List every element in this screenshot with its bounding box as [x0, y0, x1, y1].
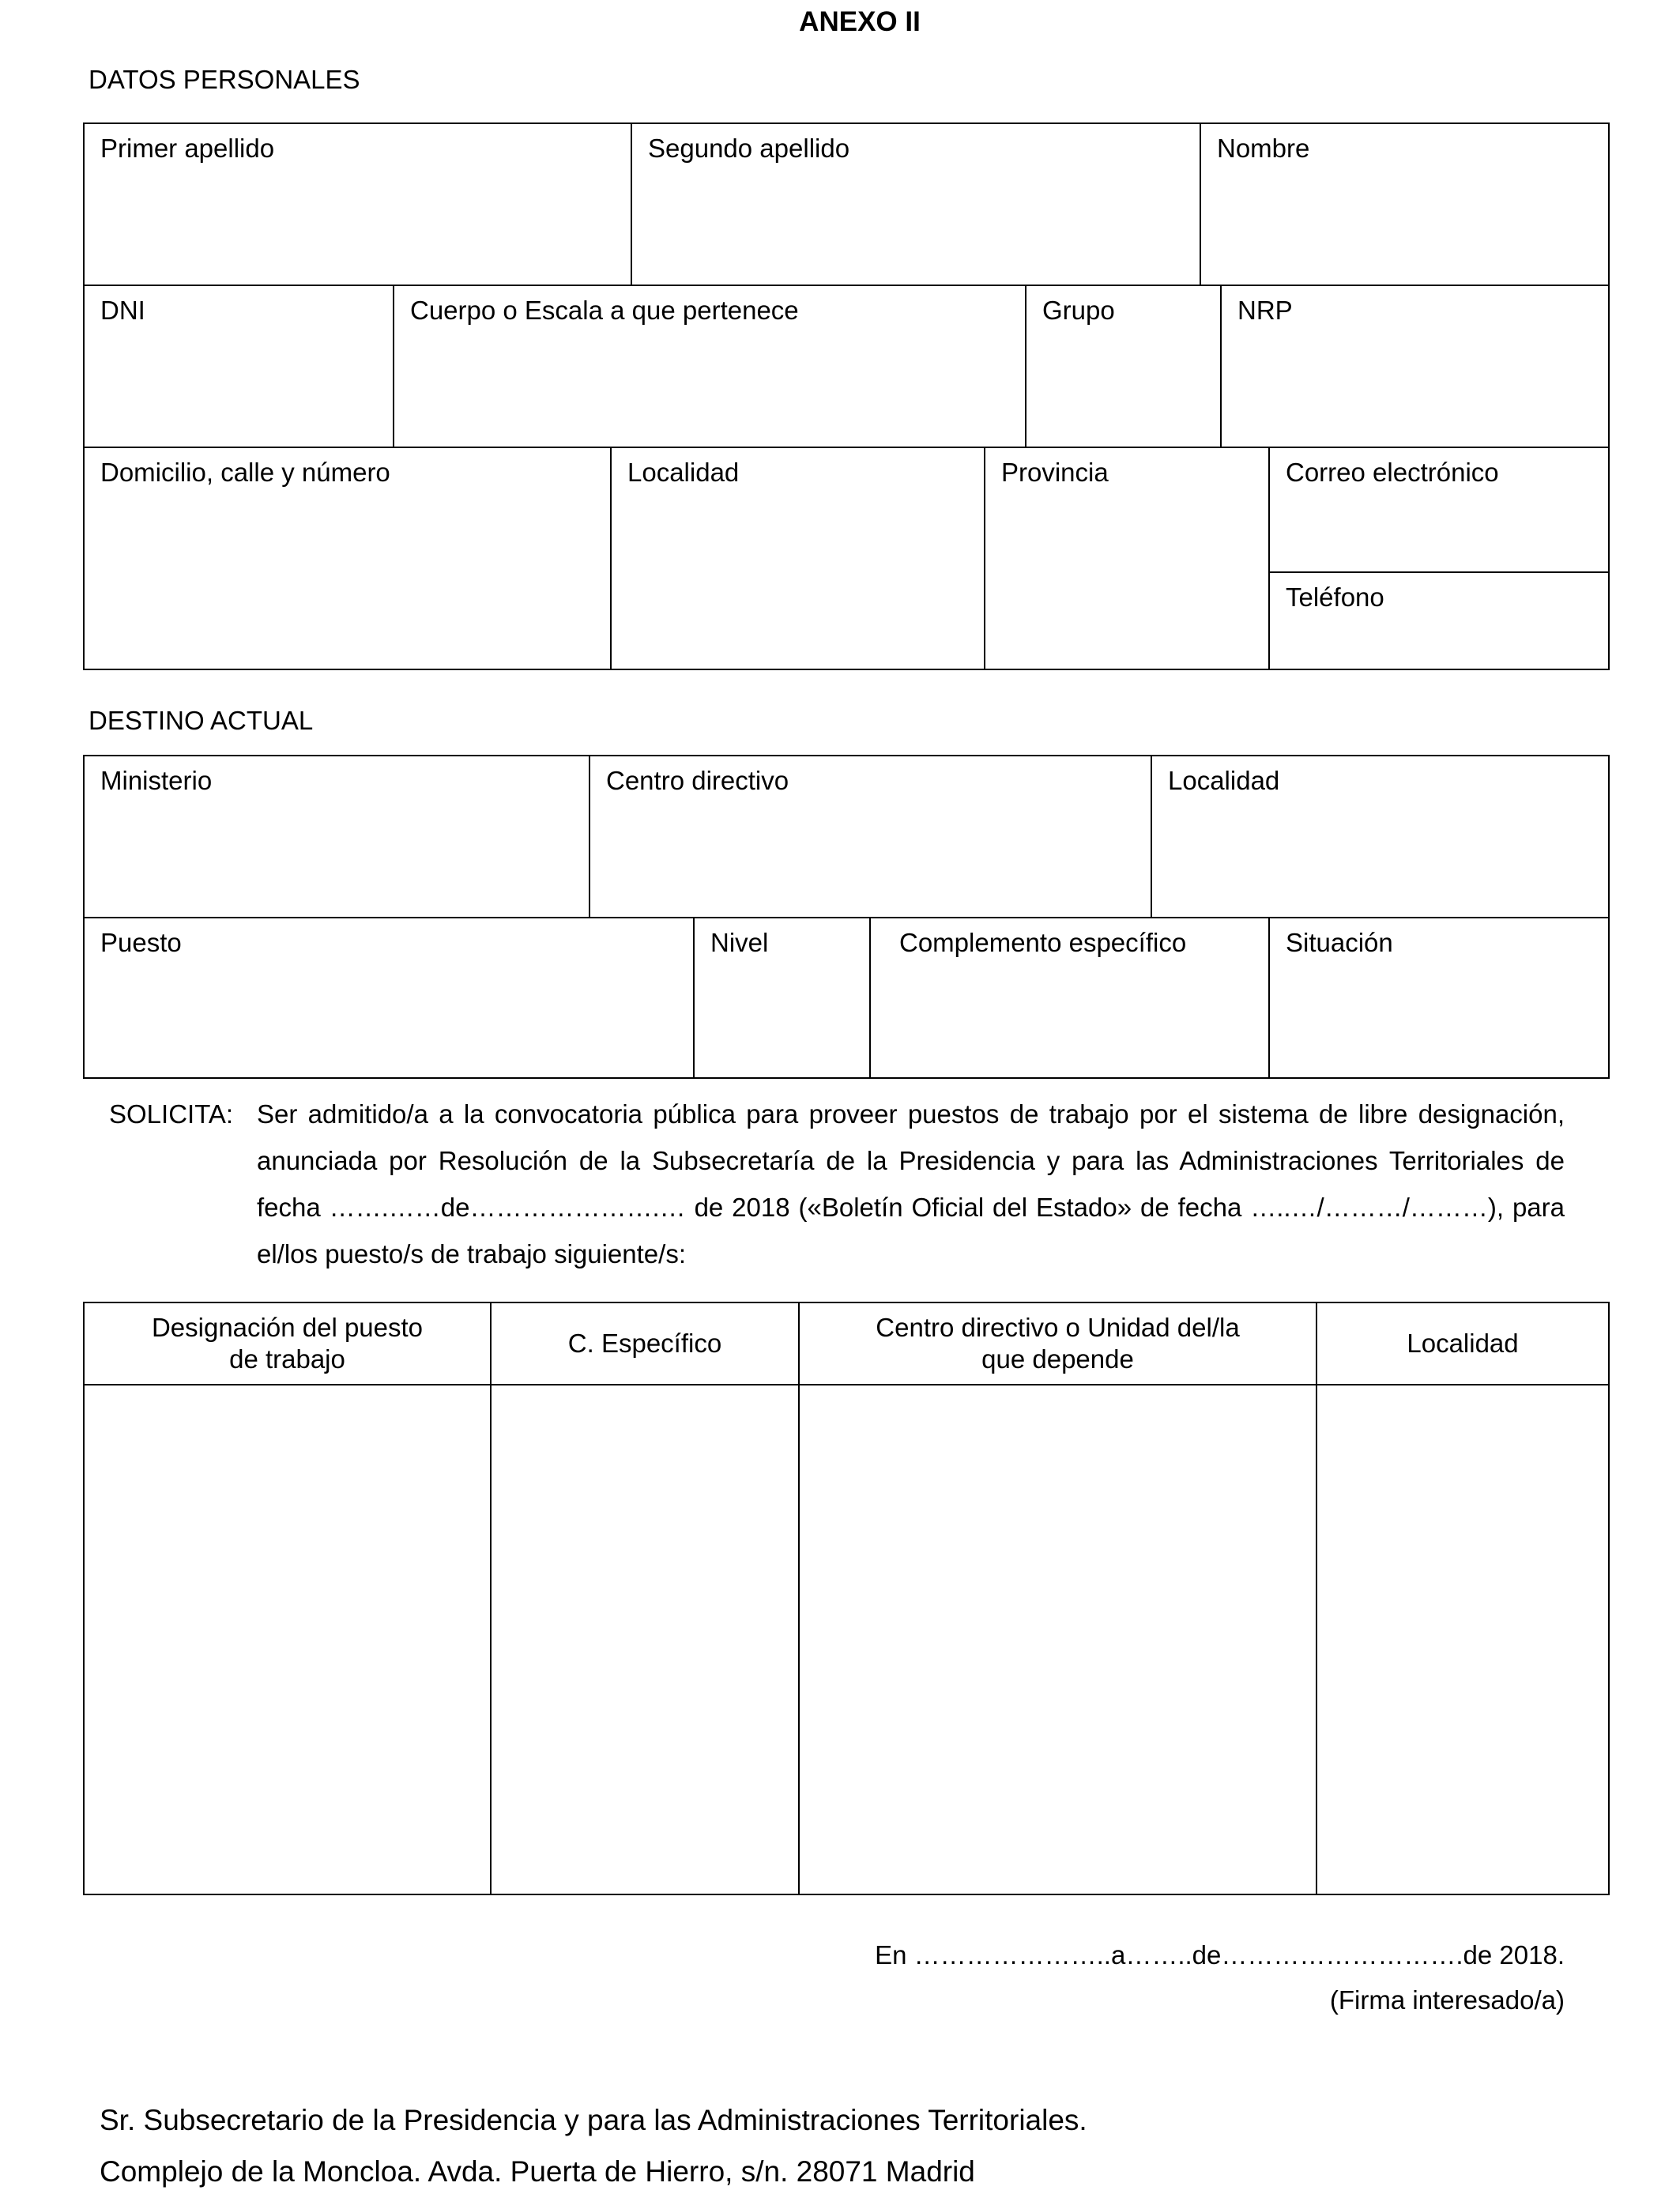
primer-apellido-field[interactable] [83, 123, 632, 286]
header-text [85, 1303, 490, 1384]
header-text: Localidad [1407, 1329, 1519, 1358]
solicita-label: SOLICITA: [109, 1099, 234, 1129]
fecha-line: En …………………..a……..de……………………….de 2018. [875, 1940, 1565, 1970]
field-label: Puesto [100, 928, 182, 957]
destino-localidad-field[interactable] [1151, 755, 1610, 918]
col-centro-header [798, 1302, 1317, 1385]
localidad-field[interactable] [610, 447, 985, 670]
centro-input-cell[interactable] [798, 1384, 1317, 1895]
page-title: ANEXO II [799, 6, 921, 37]
especifico-input-cell[interactable] [490, 1384, 800, 1895]
field-label: Localidad [1168, 766, 1280, 795]
ministerio-field[interactable] [83, 755, 590, 918]
field-label: Nivel [710, 928, 769, 957]
field-label: Localidad [627, 458, 740, 487]
header-line: Designación del puesto [151, 1313, 424, 1342]
destinatario-line: Sr. Subsecretario de la Presidencia y para las Administraciones Territoriales. [100, 2104, 1087, 2136]
solicita-line: fecha …….……de………………….… de 2018 («Boletín Oficial del Estado» de fecha …..…/………/………), para [257, 1193, 1565, 1222]
header-line: que depende [981, 1344, 1134, 1374]
header-line: de trabajo [229, 1344, 345, 1374]
col-localidad-header [1316, 1302, 1610, 1385]
field-label: Centro directivo [606, 766, 789, 795]
header-text [800, 1303, 1316, 1384]
situacion-field[interactable] [1268, 917, 1610, 1079]
nivel-field[interactable] [693, 917, 871, 1079]
col-designacion-header [83, 1302, 492, 1385]
field-label: Cuerpo o Escala a que pertenece [410, 296, 799, 325]
centro-directivo-field[interactable] [589, 755, 1152, 918]
solicita-line: Ser admitido/a a la convocatoria pública para proveer puestos de trabajo por el sistema de libre designación, [257, 1099, 1565, 1129]
field-label: Provincia [1001, 458, 1109, 487]
header-text: C. Específico [567, 1329, 722, 1358]
field-label: Segundo apellido [648, 134, 850, 163]
puesto-field[interactable] [83, 917, 695, 1079]
field-label: Ministerio [100, 766, 213, 795]
field-label: Nombre [1217, 134, 1310, 163]
datos-personales-heading: DATOS PERSONALES [89, 65, 360, 94]
provincia-field[interactable] [984, 447, 1270, 670]
header-line: Centro directivo o Unidad del/la [876, 1313, 1240, 1342]
field-label: Grupo [1042, 296, 1115, 325]
telefono-field[interactable] [1268, 571, 1610, 670]
field-label: Teléfono [1286, 582, 1384, 612]
col-especifico-header [490, 1302, 800, 1385]
dni-field[interactable] [83, 285, 394, 448]
complemento-field[interactable] [869, 917, 1270, 1079]
firma-label: (Firma interesado/a) [1329, 1985, 1565, 2015]
field-label: Correo electrónico [1286, 458, 1499, 487]
field-label: DNI [100, 296, 145, 325]
correo-field[interactable] [1268, 447, 1610, 573]
designacion-input-cell[interactable] [83, 1384, 492, 1895]
segundo-apellido-field[interactable] [631, 123, 1201, 286]
field-label: Situación [1286, 928, 1393, 957]
solicita-line: anunciada por Resolución de la Subsecretaría de la Presidencia y para las Administraciones Territoriales de [257, 1146, 1565, 1175]
localidad-input-cell[interactable] [1316, 1384, 1610, 1895]
destino-actual-heading: DESTINO ACTUAL [89, 706, 314, 735]
solicita-paragraph [257, 1091, 1565, 1277]
grupo-field[interactable] [1025, 285, 1222, 448]
field-label: Domicilio, calle y número [100, 458, 390, 487]
domicilio-field[interactable] [83, 447, 612, 670]
field-label: NRP [1237, 296, 1293, 325]
field-label: Complemento específico [899, 928, 1187, 957]
cuerpo-escala-field[interactable] [393, 285, 1026, 448]
destinatario-address: Complejo de la Moncloa. Avda. Puerta de Hierro, s/n. 28071 Madrid [100, 2155, 975, 2188]
field-label: Primer apellido [100, 134, 275, 163]
nrp-field[interactable] [1220, 285, 1610, 448]
nombre-field[interactable] [1200, 123, 1610, 286]
solicita-line: el/los puesto/s de trabajo siguiente/s: [257, 1239, 687, 1269]
